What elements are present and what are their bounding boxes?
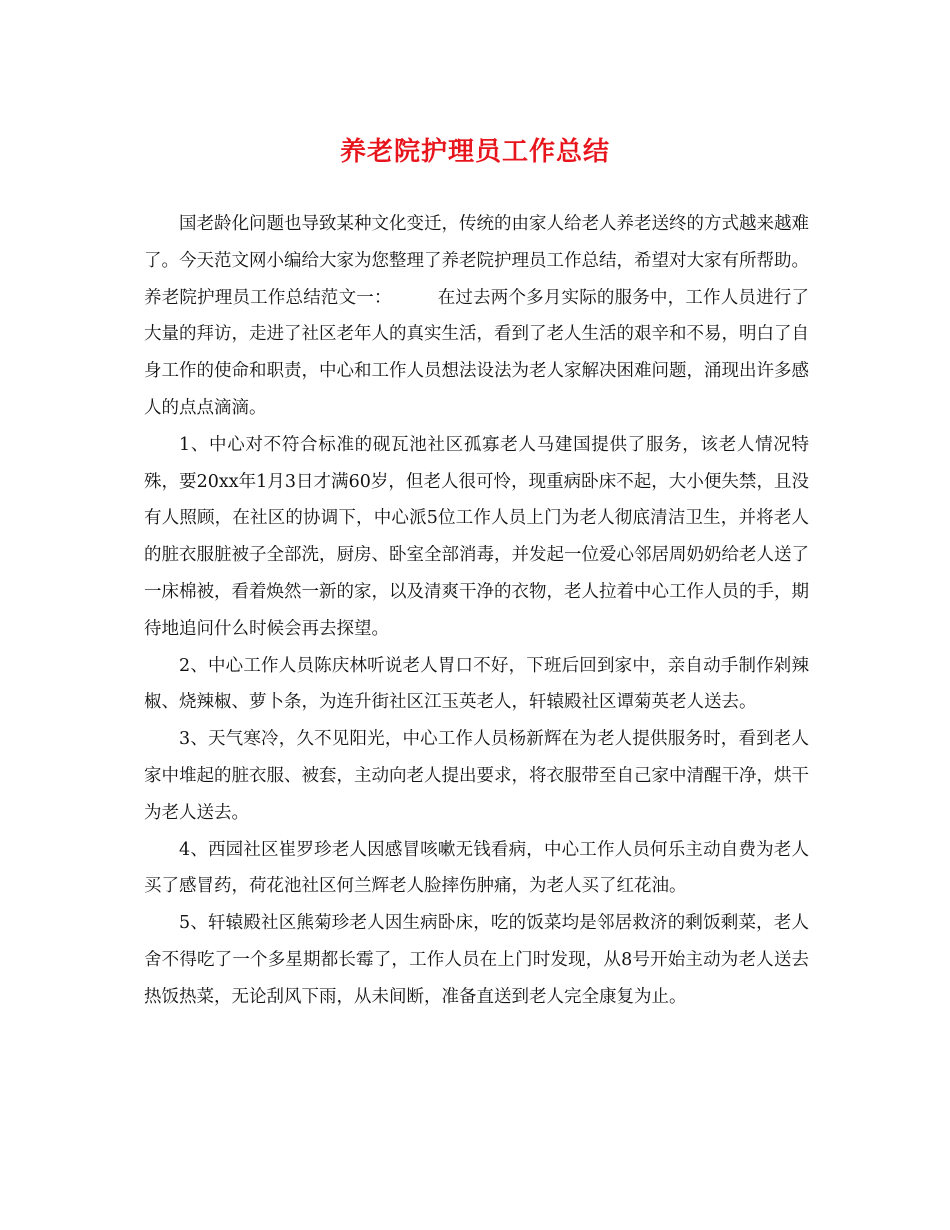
document-title: 养老院护理员工作总结 xyxy=(339,137,610,167)
list-item: 5、轩辕殿社区熊菊珍老人因生病卧床，吃的饭菜均是邻居救济的剩饭剩菜，老人舍不得吃了一个多星期都长霉了，工作人员在上门时发现，从8号开始主动为老人送去热饭热菜，无论刮风下雨，从未间断，准备直送到老人完全康复为止。 xyxy=(144,913,809,1007)
list-item: 1、中心对不符合标准的砚瓦池社区孤寡老人马建国提供了服务，该老人情况特殊，要20xx年1月3日才满60岁，但老人很可怜，现重病卧床不起，大小便失禁，且没有人照顾，在社区的协调下，中心派5位工作人员上门为老人彻底清洁卫生，并将老人的脏衣服脏被子全部洗，厨房、卧室全部消毒，并发起一位爱心邻居周奶奶给老人送了一床棉被，看着焕然一新的家，以及清爽干净的衣物，老人拉着中心工作人员的手，期待地追问什么时候会再去探望。 xyxy=(144,434,809,639)
list-item: 4、西园社区崔罗珍老人因感冒咳嗽无钱看病，中心工作人员何乐主动自费为老人买了感冒药，荷花池社区何兰辉老人脸摔伤肿痛，为老人买了红花油。 xyxy=(144,839,809,897)
section-text: 在过去两个多月实际的服务中，工作人员进行了大量的拜访，走进了社区老年人的真实生活，看到了老人生活的艰辛和不易，明白了自身工作的使命和职责，中心和工作人员想法设法为老人家解决困难问题，涌现出许多感人的点点滴滴。 xyxy=(144,287,810,418)
list-item: 2、中心工作人员陈庆林听说老人胃口不好，下班后回到家中，亲自动手制作剁辣椒、烧辣椒、萝卜条，为连升街社区江玉英老人，轩辕殿社区谭菊英老人送去。 xyxy=(144,655,809,713)
section-paragraph xyxy=(144,280,809,427)
document-body xyxy=(144,206,809,1016)
intro-paragraph: 国老龄化问题也导致某种文化变迁，传统的由家人给老人养老送终的方式越来越难了。今天范文网小编给大家为您整理了养老院护理员工作总结，希望对大家有所帮助。 xyxy=(144,214,809,271)
section-label: 养老院护理员工作总结范文一： xyxy=(144,287,392,308)
list-item: 3、天气寒冷，久不见阳光，中心工作人员杨新辉在为老人提供服务时，看到老人家中堆起的脏衣服、被套，主动向老人提出要求，将衣服带至自己家中清醒干净，烘干为老人送去。 xyxy=(144,729,809,823)
